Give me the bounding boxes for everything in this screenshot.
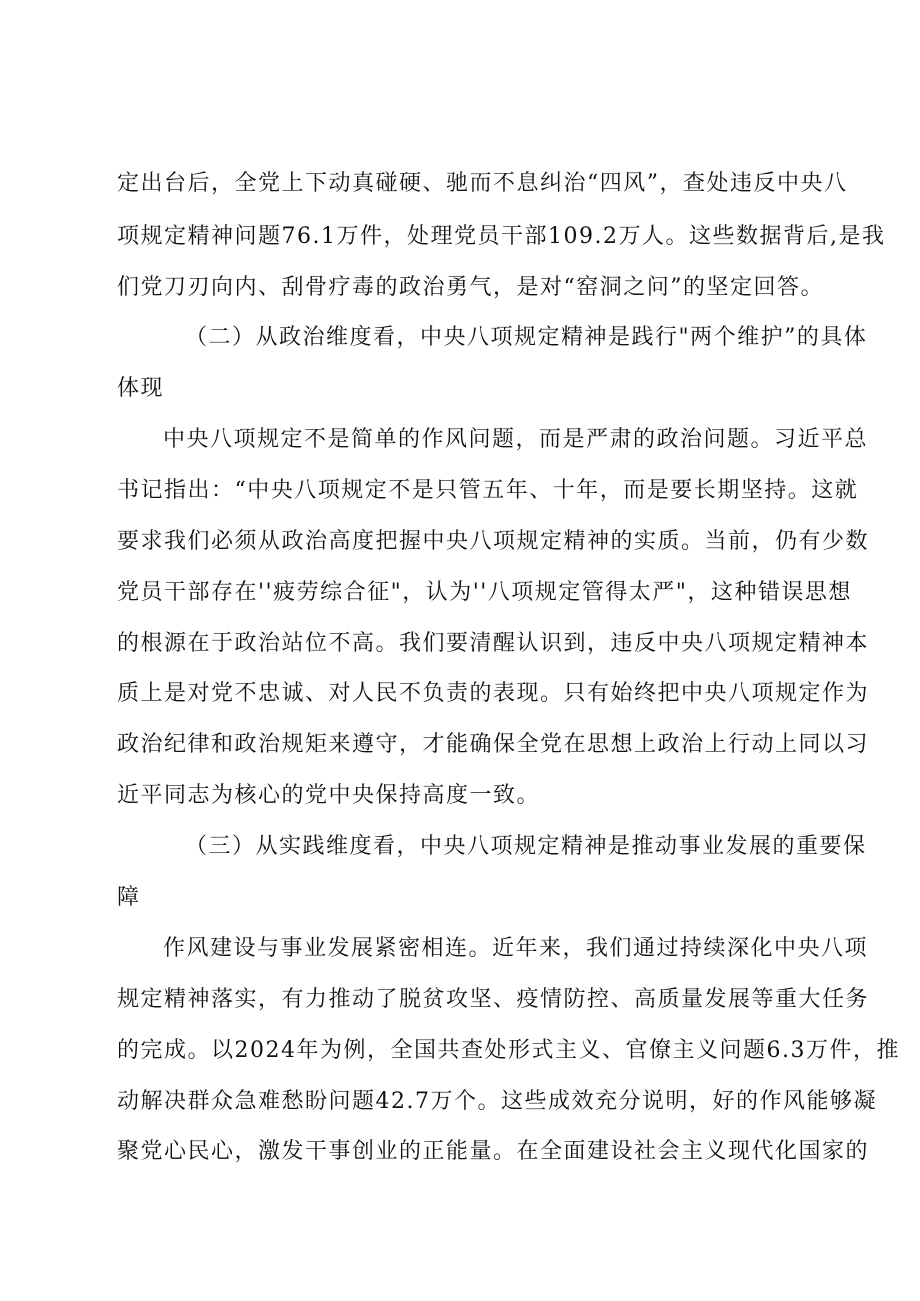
- section-heading-continued: 体现: [117, 376, 165, 401]
- body-line: 作风建设与事业发展紧密相连。近年来，我们通过持续深化中央八项: [163, 936, 869, 961]
- body-line: 质上是对党不忠诚、对人民不负责的表现。只有始终把中央八项规定作为: [117, 681, 870, 706]
- body-line: 聚党心民心，激发干事创业的正能量。在全面建设社会主义现代化国家的: [117, 1139, 870, 1164]
- section-heading: （三）从实践维度看，中央八项规定精神是推动事业发展的重要保: [185, 834, 867, 859]
- body-line: 动解决群众急难愁盼问题42.7万个。这些成效充分说明，好的作风能够凝: [117, 1089, 877, 1114]
- body-line: 规定精神落实，有力推动了脱贫攻坚、疫情防控、高质量发展等重大任务: [117, 987, 870, 1012]
- body-line: 书记指出：“中央八项规定不是只管五年、十年，而是要长期坚持。这就: [117, 478, 859, 503]
- body-line: 中央八项规定不是简单的作风问题，而是严肃的政治问题。习近平总: [163, 427, 869, 452]
- body-line: 的根源在于政治站位不高。我们要清醒认识到，违反中央八项规定精神本: [117, 631, 870, 656]
- body-line: 的完成。以2024年为例，全国共查处形式主义、官僚主义问题6.3万件，推: [117, 1038, 900, 1063]
- body-line: 项规定精神问题76.1万件，处理党员干部109.2万人。这些数据背后,是我: [117, 224, 886, 249]
- body-line: 近平同志为核心的党中央保持高度一致。: [117, 783, 541, 808]
- body-line: 要求我们必须从政治高度把握中央八项规定精神的实质。当前，仍有少数: [117, 529, 870, 554]
- section-heading-continued: 障: [117, 885, 141, 910]
- body-line: 政治纪律和政治规矩来遵守，才能确保全党在思想上政治上行动上同以习: [117, 732, 870, 757]
- body-line: 定出台后，全党上下动真碰硬、驰而不息纠治“四风”，查处违反中央八: [117, 171, 848, 196]
- body-line: 们党刀刃向内、刮骨疗毒的政治勇气，是对“窑洞之问”的坚定回答。: [117, 275, 824, 300]
- section-heading: （二）从政治维度看，中央八项规定精神是践行"两个维护”的具体: [185, 325, 868, 350]
- body-line: 党员干部存在''疲劳综合征"，认为''八项规定管得太严"，这种错误思想: [117, 580, 852, 605]
